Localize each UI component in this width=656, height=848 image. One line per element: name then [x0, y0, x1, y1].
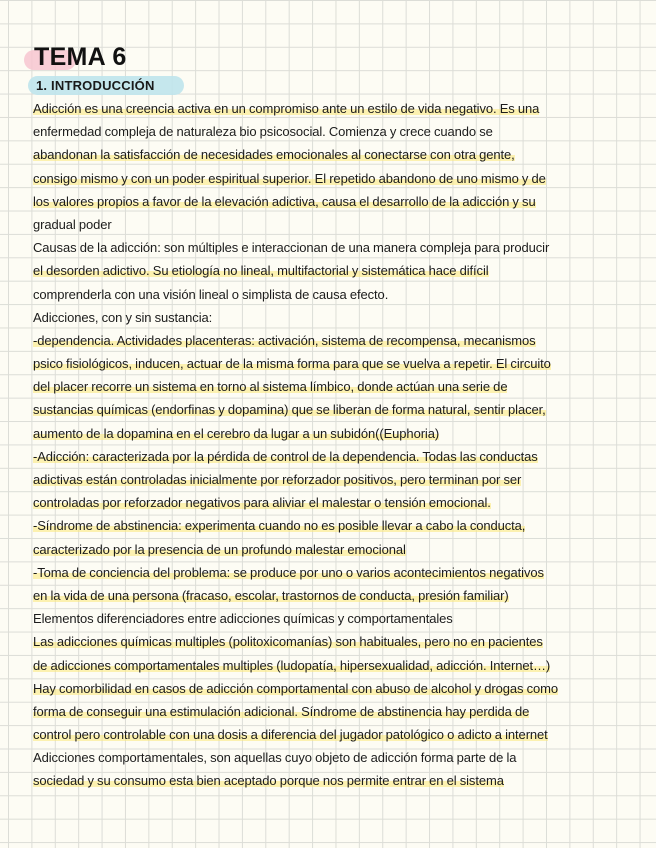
text-line: el desorden adictivo. Su etiología no lineal, multifactorial y sistemática hace difícil	[33, 263, 489, 279]
text-line: -Toma de conciencia del problema: se produce por uno o varios acontecimientos negativos	[33, 564, 544, 580]
body-text	[33, 97, 633, 793]
text-line: Las adicciones químicas multiples (politoxicomanías) son habituales, pero no en pacientes	[33, 634, 543, 650]
text-line: gradual poder	[33, 216, 112, 232]
text-line: adictivas están controladas inicialmente por reforzador positivos, pero terminan por ser	[33, 472, 522, 487]
text-line: psico fisiológicos, inducen, actuar de la misma forma para que se vuelva a repetir. El circuito	[33, 356, 551, 372]
text-line: sociedad y su consumo esta bien aceptado porque nos permite entrar en el sistema	[33, 773, 504, 789]
section-heading: 1. INTRODUCCIÓN	[36, 78, 155, 93]
text-line: del placer recorre un sistema en torno al sistema límbico, donde actúan una serie de	[33, 379, 508, 395]
text-line: -dependencia. Actividades placenteras: activación, sistema de recompensa, mecanismos	[33, 332, 536, 348]
text-line: los valores propios a favor de la elevación adictiva, causa el desarrollo de la adicción y su	[33, 193, 536, 209]
text-line: control pero controlable con una dosis a diferencia del jugador patológico o adicto a internet	[33, 727, 548, 743]
text-line: Hay comorbilidad en casos de adicción comportamental con abuso de alcohol y drogas como	[33, 680, 559, 696]
text-line: -Síndrome de abstinencia: experimenta cuando no es posible llevar a cabo la conducta,	[33, 518, 526, 534]
text-line: consigo mismo y con un poder espiritual superior. El repetido abandono de uno mismo y de	[33, 170, 546, 186]
text-line: de adicciones comportamentales multiples (ludopatía, hipersexualidad, adicción. Internet…)	[33, 657, 551, 673]
text-line: abandonan la satisfacción de necesidades emocionales al conectarse con otra gente,	[33, 147, 515, 163]
text-line: caracterizado por la presencia de un profundo malestar emocional	[33, 541, 406, 557]
page-title: TEMA 6	[34, 43, 127, 71]
text-line: aumento de la dopamina en el cerebro da lugar a un subidón((Euphoria)	[33, 425, 440, 441]
text-line: controladas por reforzador negativos para aliviar el malestar o tensión emocional.	[33, 495, 491, 511]
text-line: Adicciones comportamentales, son aquellas cuyo objeto de adicción forma parte de la	[33, 750, 517, 766]
text-line: forma de conseguir una estimulación adicional. Síndrome de abstinencia hay perdida de	[33, 703, 530, 719]
text-line: -Adicción: caracterizada por la pérdida de control de la dependencia. Todas las conductas	[33, 448, 538, 464]
text-line: Causas de la adicción: son múltiples e interaccionan de una manera compleja para producir	[33, 240, 550, 256]
text-line: sustancias químicas (endorfinas y dopamina) que se liberan de forma natural, sentir placer,	[33, 402, 546, 418]
text-line: Elementos diferenciadores entre adicciones químicas y comportamentales	[33, 611, 453, 627]
text-line: comprenderla con una visión lineal o simplista de causa efecto.	[33, 286, 389, 302]
text-line: en la vida de una persona (fracaso, escolar, trastornos de conducta, presión familiar)	[33, 587, 509, 603]
text-line: enfermedad compleja de naturaleza bio psicosocial. Comienza y crece cuando se	[33, 124, 493, 140]
text-line: Adicciones, con y sin sustancia:	[33, 309, 213, 325]
text-line: Adicción es una creencia activa en un compromiso ante un estilo de vida negativo. Es una	[33, 101, 540, 116]
